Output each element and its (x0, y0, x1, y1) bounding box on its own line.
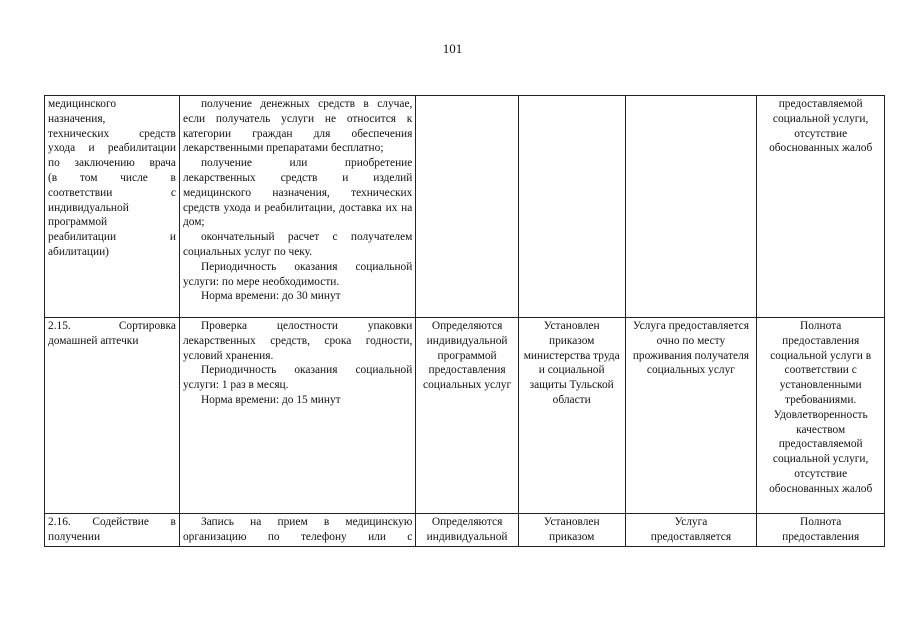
service-name-cell: 2.15. Сортировка домашней аптечки (45, 318, 180, 514)
periodicity-paragraph: Периодичность оказания социальной услуги: 1 раз в месяц. (182, 364, 413, 392)
quality-cell: Полнота предоставления социальной услуги в соответствии с установленными требованиями. Удовлетворенность качеством предоставляемой социальной услуги, отсутствие обоснованных жалоб (757, 318, 885, 514)
quality-line: предоставления (782, 530, 860, 543)
page-number: 101 (442, 41, 463, 56)
service-name-line: медицинского (48, 98, 117, 110)
volume-line: индивидуальной (426, 530, 508, 543)
services-table (44, 95, 885, 547)
service-name-line: соответствии с (48, 186, 176, 199)
time-norm-paragraph: Норма времени: до 15 минут (200, 393, 341, 406)
service-description-cell (179, 96, 415, 318)
service-name-cell (45, 96, 180, 318)
table-row (45, 96, 885, 318)
service-name-line: (в том числе в (48, 171, 176, 184)
service-name-line: получении (48, 530, 101, 543)
conditions-cell (625, 96, 757, 318)
service-name-line: назначения, (48, 112, 106, 125)
description-line: Запись на прием в медицинскую (200, 516, 413, 528)
description-paragraph: Проверка целостности упаковки лекарственных средств, срока годности, условий хранения. (182, 320, 413, 362)
volume-cell (416, 514, 519, 547)
time-norm-paragraph: Норма времени: до 30 минут (200, 290, 341, 303)
periodicity-paragraph: Периодичность оказания социальной услуги: по мере необходимости. (182, 260, 413, 288)
service-name-line: технических средств (48, 127, 176, 140)
service-description-cell (179, 514, 415, 547)
regulation-line: Установлен (543, 516, 600, 528)
table-row (45, 514, 885, 547)
service-name-line: по заключению врача (48, 157, 176, 170)
regulation-cell (518, 514, 625, 547)
service-name-line: индивидуальной (48, 201, 129, 214)
regulation-line: приказом (548, 530, 595, 543)
description-paragraph: окончательный расчет с получателем социальных услуг по чеку. (182, 231, 413, 258)
service-name-line: программой (48, 216, 108, 229)
regulation-cell (518, 96, 625, 318)
description-paragraph: получение денежных средств в случае, если получатель услуги не относится к категории граждан для обеспечения лекарственными препаратами бесплатно; (182, 98, 413, 155)
description-line: организацию по телефону или с (182, 530, 413, 543)
table-row (45, 318, 885, 514)
quality-cell: предоставляемой социальной услуги, отсутствие обоснованных жалоб (757, 96, 885, 318)
description-paragraph: получение или приобретение лекарственных средств и изделий медицинского назначения, технических средств ухода и реабилитации, доставка их на дом; (182, 157, 413, 229)
conditions-cell: Услуга предоставляется очно по месту проживания получателя социальных услуг (625, 318, 757, 514)
quality-cell (757, 514, 885, 547)
conditions-cell (625, 514, 757, 547)
service-name-line: абилитации) (48, 245, 109, 258)
quality-line: Полнота (800, 516, 842, 528)
service-name-line: реабилитации и (48, 231, 176, 244)
volume-cell: Определяются индивидуальной программой предоставления социальных услуг (416, 318, 519, 514)
conditions-line: предоставляется (650, 530, 732, 543)
volume-line: Определяются (431, 516, 503, 528)
conditions-line: Услуга (674, 516, 708, 528)
service-name-line: ухода и реабилитации (48, 142, 176, 155)
service-name-line: 2.16. Содействие в (48, 516, 176, 528)
volume-cell (416, 96, 519, 318)
regulation-cell: Установлен приказом министерства труда и социальной защиты Тульской области (518, 318, 625, 514)
service-name-cell (45, 514, 180, 547)
service-description-cell (179, 318, 415, 514)
